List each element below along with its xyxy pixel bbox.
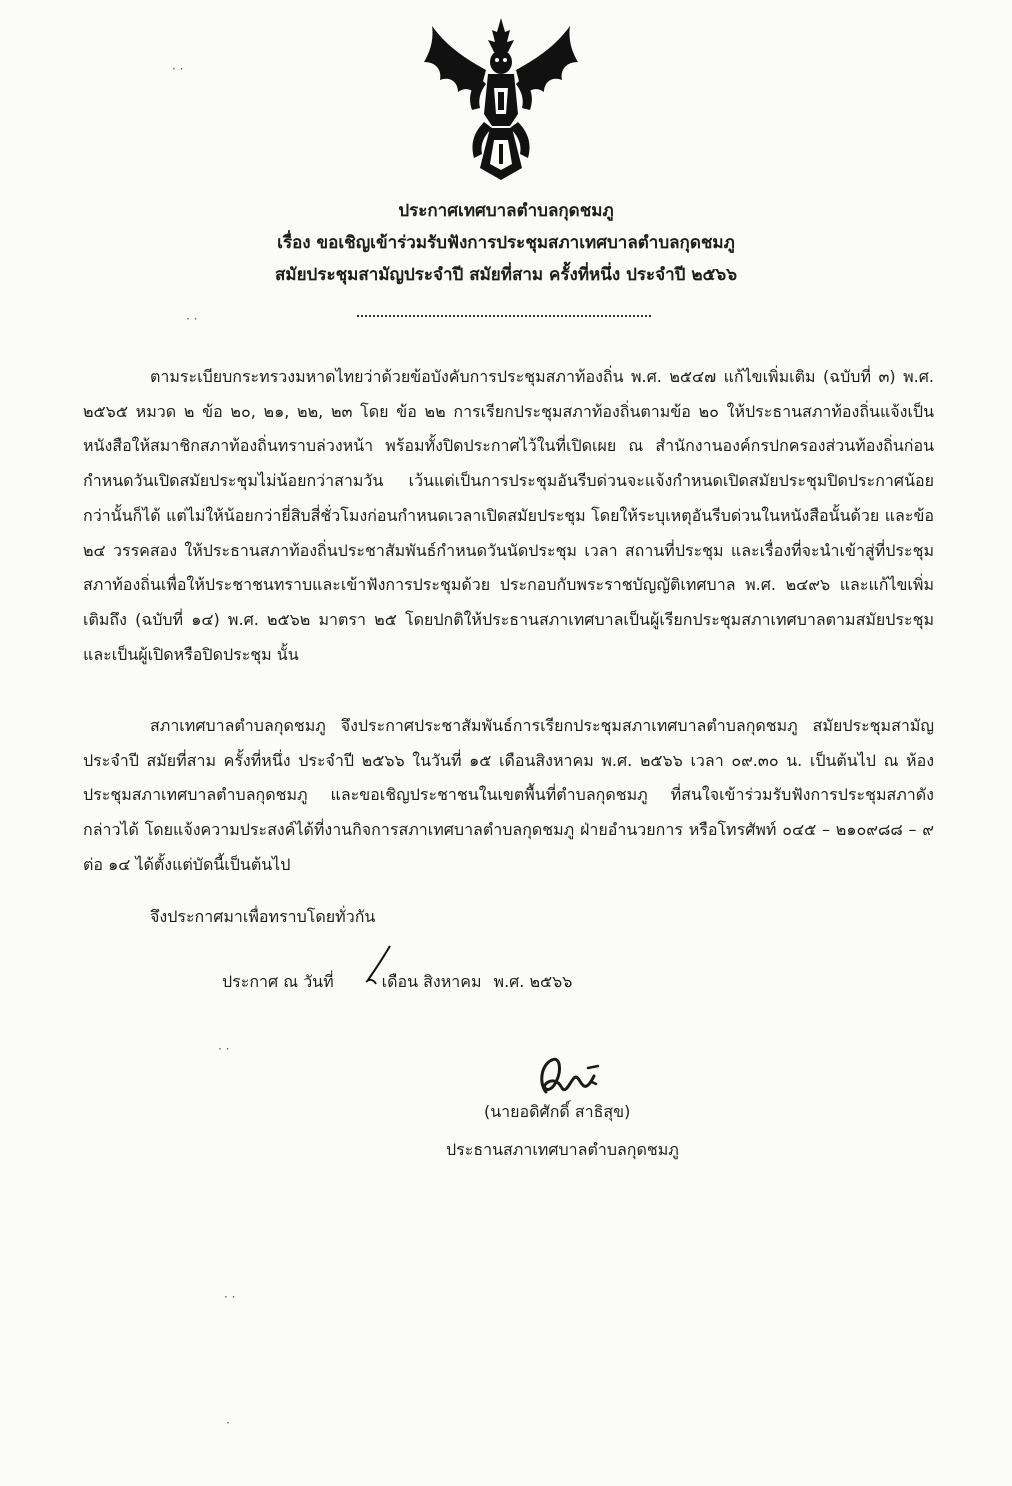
scan-speck: · · [186, 312, 198, 326]
body-paragraph-2 [83, 709, 934, 883]
announcement-header [150, 195, 862, 291]
signer-position: ประธานสภาเทศบาลตำบลกุดชมภู [446, 1140, 679, 1159]
closing-line: จึงประกาศมาเพื่อทราบโดยทั่วกัน [150, 907, 376, 926]
scan-speck: · · [218, 1042, 230, 1056]
announcement-session: สมัยประชุมสามัญประจำปี สมัยที่สาม ครั้งที่หนึ่ง ประจำปี ๒๕๖๖ [275, 265, 737, 285]
scan-speck: · · [172, 62, 184, 76]
announcement-date [222, 970, 572, 995]
signature-image [532, 1052, 604, 1100]
date-month: เดือน สิงหาคม [381, 972, 482, 991]
body-paragraph-1 [83, 360, 934, 672]
scan-speck: · · [224, 1290, 236, 1304]
announcement-title: ประกาศเทศบาลตำบลกุดชมภู [398, 201, 614, 221]
scan-speck: · [226, 1416, 230, 1430]
header-divider [357, 315, 651, 317]
body-paragraph-1-text: ตามระเบียบกระทรวงมหาดไทยว่าด้วยข้อบังคับการประชุมสภาท้องถิ่น พ.ศ. ๒๕๔๗ แก้ไขเพิ่มเติม (ฉบับที่ ๓) พ.ศ. ๒๕๖๕ หมวด ๒ ข้อ ๒๐, ๒๑, ๒๒, ๒๓ โดย ข้อ ๒๒ การเรียกประชุมสภาท้องถิ่นตามข้อ ๒๐ ให้ประธานสภาท้องถิ่นแจ้งเป็นหนังสือให้สมาชิกสภาท้องถิ่นทราบล่วงหน้า พร้อมทั้งปิดประกาศไว้ในที่เปิดเผย ณ สำนักงานองค์กรปกครองส่วนท้องถิ่นก่อนกำหนดวันเปิดสมัยประชุมไม่น้อยกว่าสามวัน เว้นแต่เป็นการประชุมอันรีบด่วนจะแจ้งกำหนดเปิดสมัยประชุมปิดประกาศน้อยกว่านั้นก็ได้ แต่ไม่ให้น้อยกว่ายี่สิบสี่ชั่วโมงก่อนกำหนดเวลาเปิดสมัยประชุม โดยให้ระบุเหตุอันรีบด่วนในหนังสือนั้นด้วย และข้อ ๒๔ วรรคสอง ให้ประธานสภาท้องถิ่นประชาสัมพันธ์กำหนดวันนัดประชุม เวลา สถานที่ประชุม และเรื่องที่จะนำเข้าสู่ที่ประชุมสภาท้องถิ่นเพื่อให้ประชาชนทราบและเข้าฟังการประชุมด้วย ประกอบกับพระราชบัญญัติเทศบาล พ.ศ. ๒๔๙๖ และแก้ไขเพิ่มเติมถึง (ฉบับที่ ๑๔) พ.ศ. ๒๕๖๒ มาตรา ๒๕ โดยปกติให้ประธานสภาเทศบาลเป็นผู้เรียกประชุมสภาเทศบาลตามสมัยประชุมและเป็นผู้เปิดหรือปิดประชุม นั้น [83, 367, 935, 664]
garuda-emblem-icon [418, 18, 584, 180]
date-year: พ.ศ. ๒๕๖๖ [493, 972, 573, 991]
body-paragraph-2-text: สภาเทศบาลตำบลกุดชมภู จึงประกาศประชาสัมพันธ์การเรียกประชุมสภาเทศบาลตำบลกุดชมภู สมัยประชุมสามัญประจำปี สมัยที่สาม ครั้งที่หนึ่ง ประจำปี ๒๕๖๖ ในวันที่ ๑๕ เดือนสิงหาคม พ.ศ. ๒๕๖๖ เวลา ๐๙.๓๐ น. เป็นต้นไป ณ ห้องประชุมสภาเทศบาลตำบลกุดชมภู และขอเชิญประชาชนในเขตพื้นที่ตำบลกุดชมภู ที่สนใจเข้าร่วมรับฟังการประชุมสภาดังกล่าวได้ โดยแจ้งความประสงค์ได้ที่งานกิจการสภาเทศบาลตำบลกุดชมภู ฝ่ายอำนวยการ หรือโทรศัพท์ ๐๔๕ – ๒๑๐๙๘๘ – ๙ ต่อ ๑๔ ได้ตั้งแต่บัดนี้เป็นต้นไป [83, 716, 934, 874]
date-prefix: ประกาศ ณ วันที่ [222, 972, 334, 991]
announcement-subject: เรื่อง ขอเชิญเข้าร่วมรับฟังการประชุมสภาเทศบาลตำบลกุดชมภู [277, 233, 735, 253]
signer-name: (นายอดิศักดิ์ สาธิสุข) [484, 1102, 631, 1121]
